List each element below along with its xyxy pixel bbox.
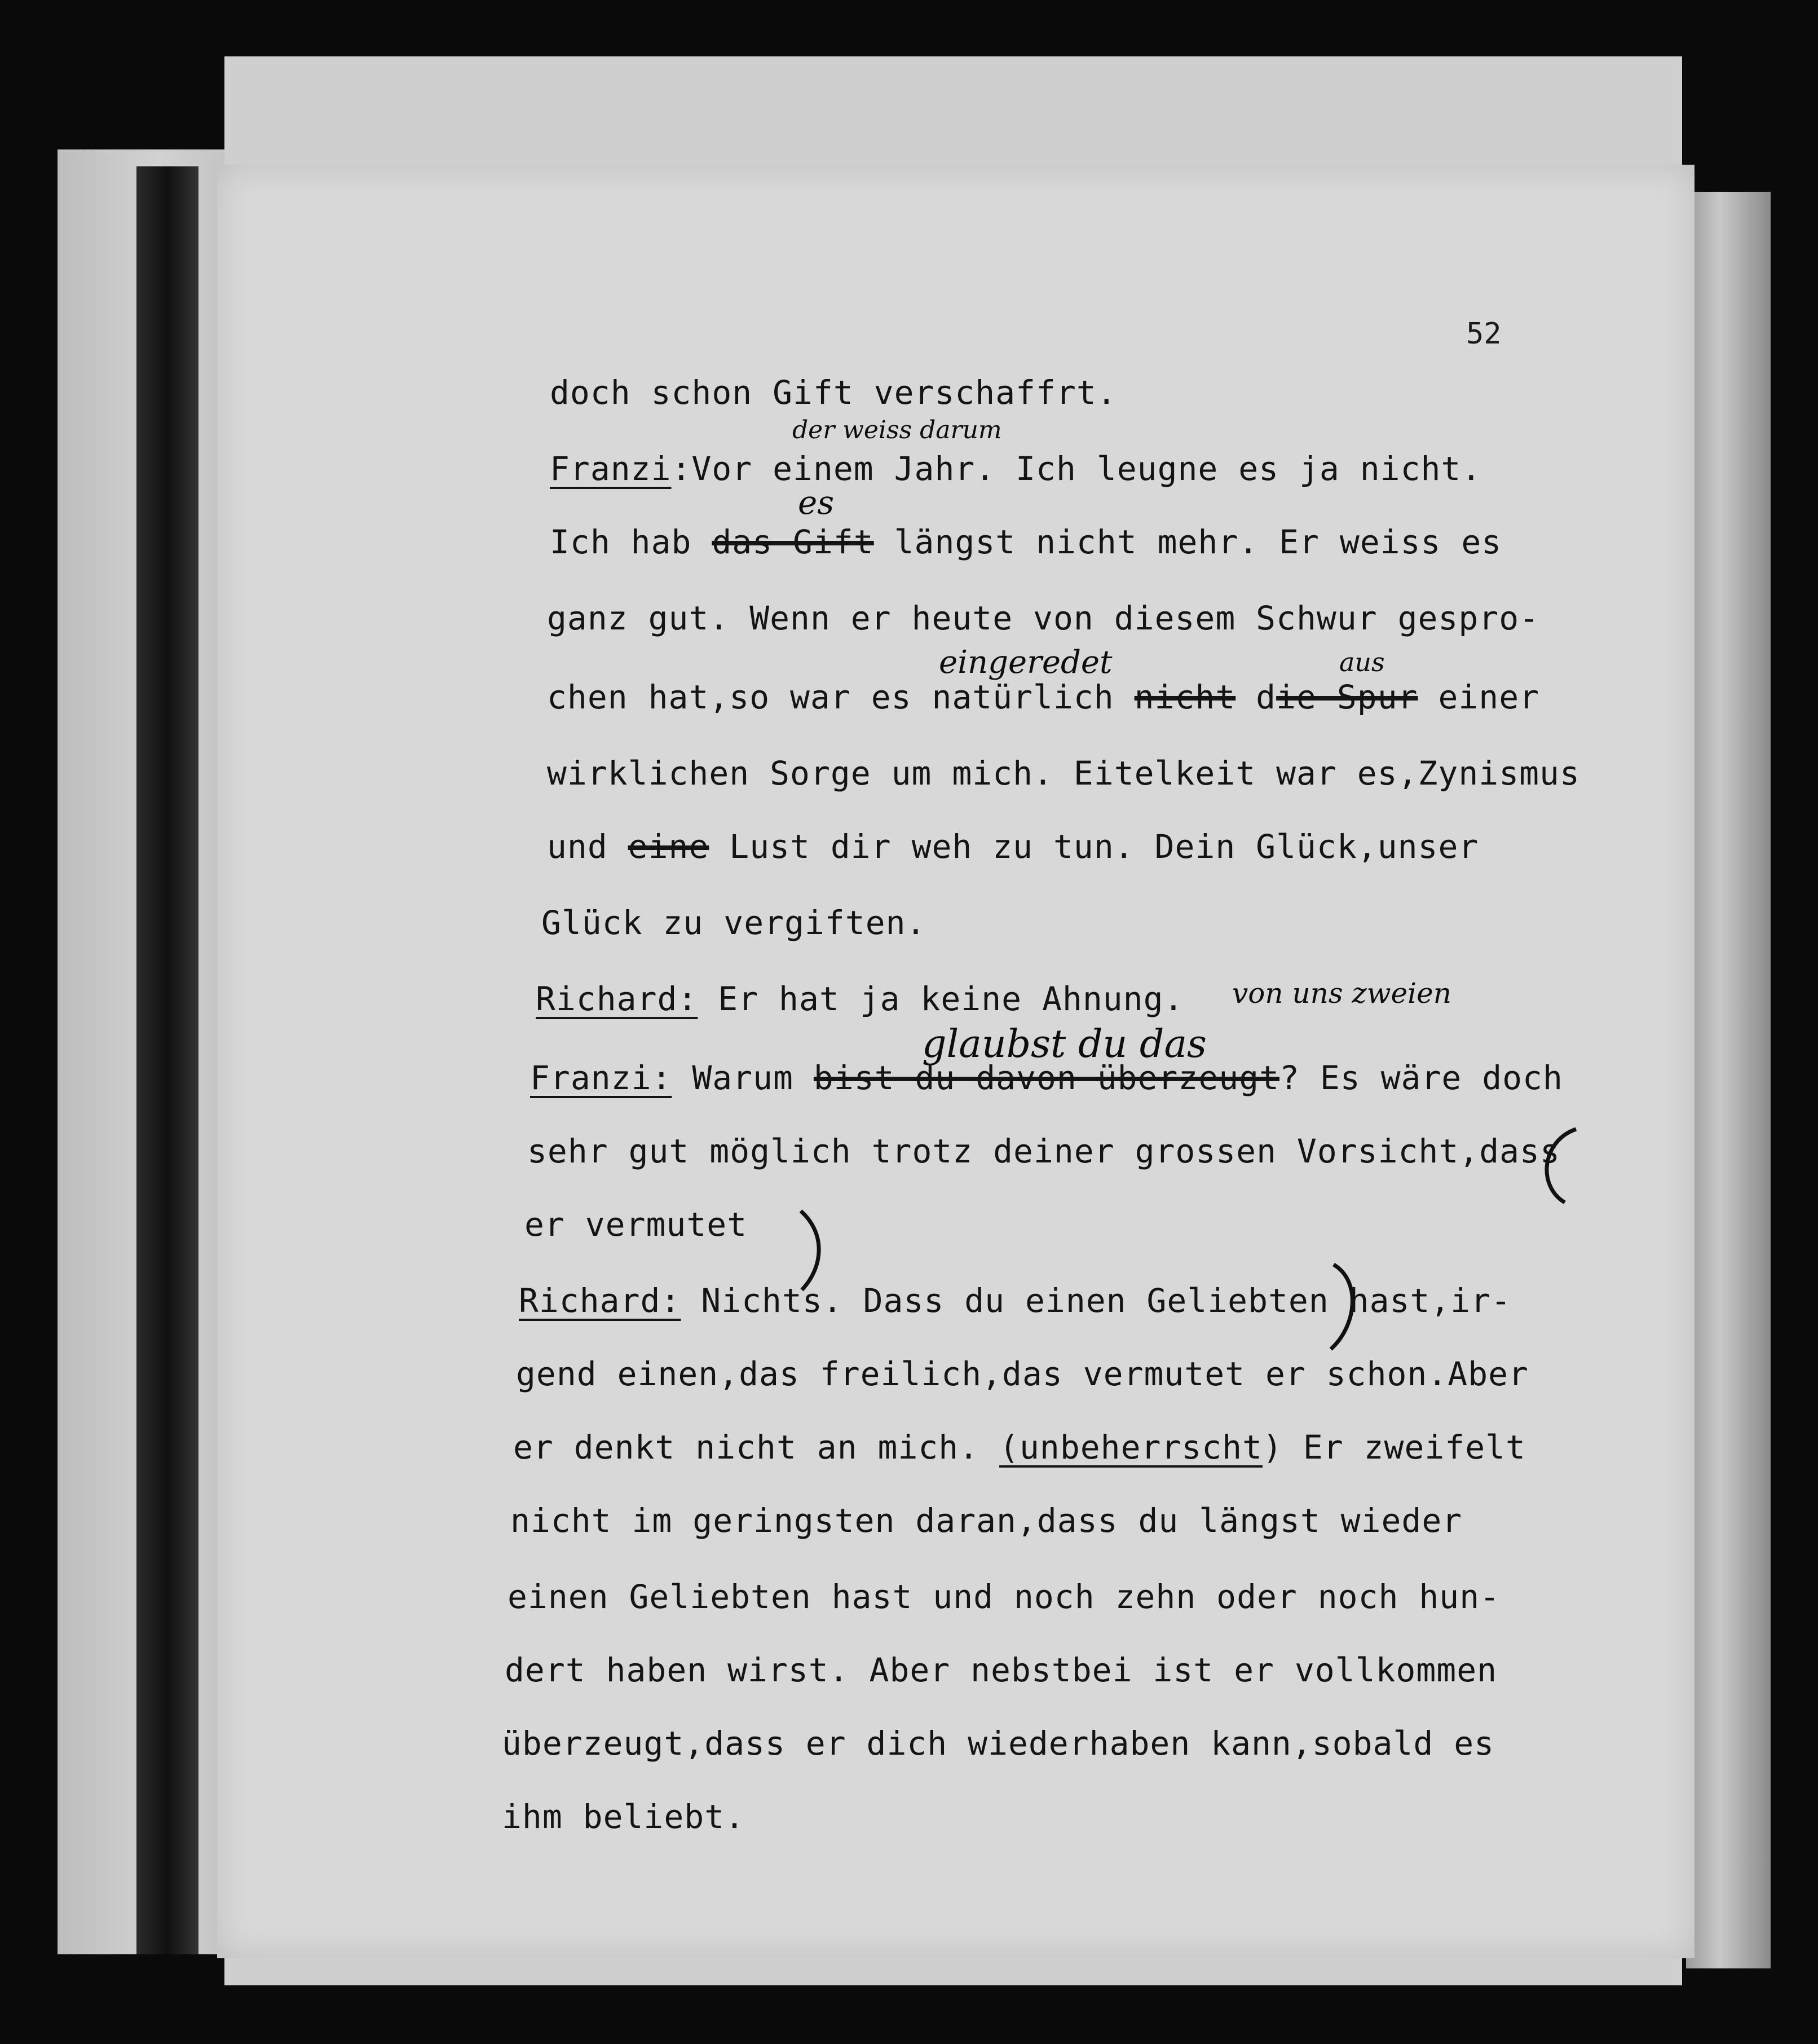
text-line-17: einen Geliebten hast und noch zehn oder noch hun- xyxy=(508,1578,1501,1616)
text-line-16: nicht im geringsten daran,dass du längst wieder xyxy=(510,1501,1463,1540)
handwritten-note-5: von uns zweien xyxy=(1232,977,1451,1010)
handwritten-note-3: eingeredet xyxy=(939,644,1113,681)
text-line-18: dert haben wirst. Aber nebstbei ist er vollkommen xyxy=(505,1651,1498,1689)
handwritten-note-6: glaubst du das xyxy=(922,1022,1207,1067)
handwritten-paren-mark xyxy=(795,1205,829,1296)
text-line-5: chen hat,so war es natürlich nicht die Spur einer xyxy=(547,678,1540,716)
handwritten-note-1: der weiss darum xyxy=(792,416,1002,444)
underlying-sheet-left xyxy=(58,149,227,1954)
text-line-8: Glück zu vergiften. xyxy=(541,904,926,942)
text-line-4: ganz gut. Wenn er heute von diesem Schwur gespro- xyxy=(547,599,1540,637)
typescript-page xyxy=(217,165,1695,1958)
text-line-11: sehr gut möglich trotz deiner grossen Vorsicht,dass xyxy=(527,1132,1560,1170)
text-line-1: doch schon Gift verschaffrt. xyxy=(550,373,1117,412)
handwritten-note-2: es xyxy=(798,483,835,522)
text-line-19: überzeugt,dass er dich wiederhaben kann,sobald es xyxy=(502,1724,1495,1763)
text-line-6: wirklichen Sorge um mich. Eitelkeit war es,Zynismus xyxy=(547,754,1580,792)
handwritten-insert-mark xyxy=(1322,1259,1367,1355)
text-line-15: er denkt nicht an mich. (unbeherrscht) Er zweifelt xyxy=(513,1428,1526,1466)
text-line-3: Ich hab das Gift längst nicht mehr. Er weiss es xyxy=(550,523,1502,561)
text-line-20: ihm beliebt. xyxy=(502,1798,745,1836)
handwritten-bracket-mark xyxy=(1531,1124,1587,1208)
binding-shadow xyxy=(136,166,198,1954)
sheet-stack-edge xyxy=(1686,192,1771,1968)
text-line-13: Richard: Nichts. Dass du einen Geliebten hast,ir- xyxy=(519,1281,1512,1320)
text-line-2: Franzi:Vor einem Jahr. Ich leugne es ja nicht. xyxy=(550,450,1482,488)
text-line-7: und eine Lust dir weh zu tun. Dein Glück,unser xyxy=(547,827,1479,866)
text-line-12: er vermutet xyxy=(524,1205,748,1244)
handwritten-note-4: aus xyxy=(1339,647,1385,677)
text-line-10: Franzi: Warum bist du davon überzeugt? Es wäre doch xyxy=(530,1059,1563,1097)
page-number: 52 xyxy=(1466,317,1502,351)
text-line-9: Richard: Er hat ja keine Ahnung. xyxy=(536,980,1184,1018)
text-line-14: gend einen,das freilich,das vermutet er schon.Aber xyxy=(516,1355,1529,1393)
